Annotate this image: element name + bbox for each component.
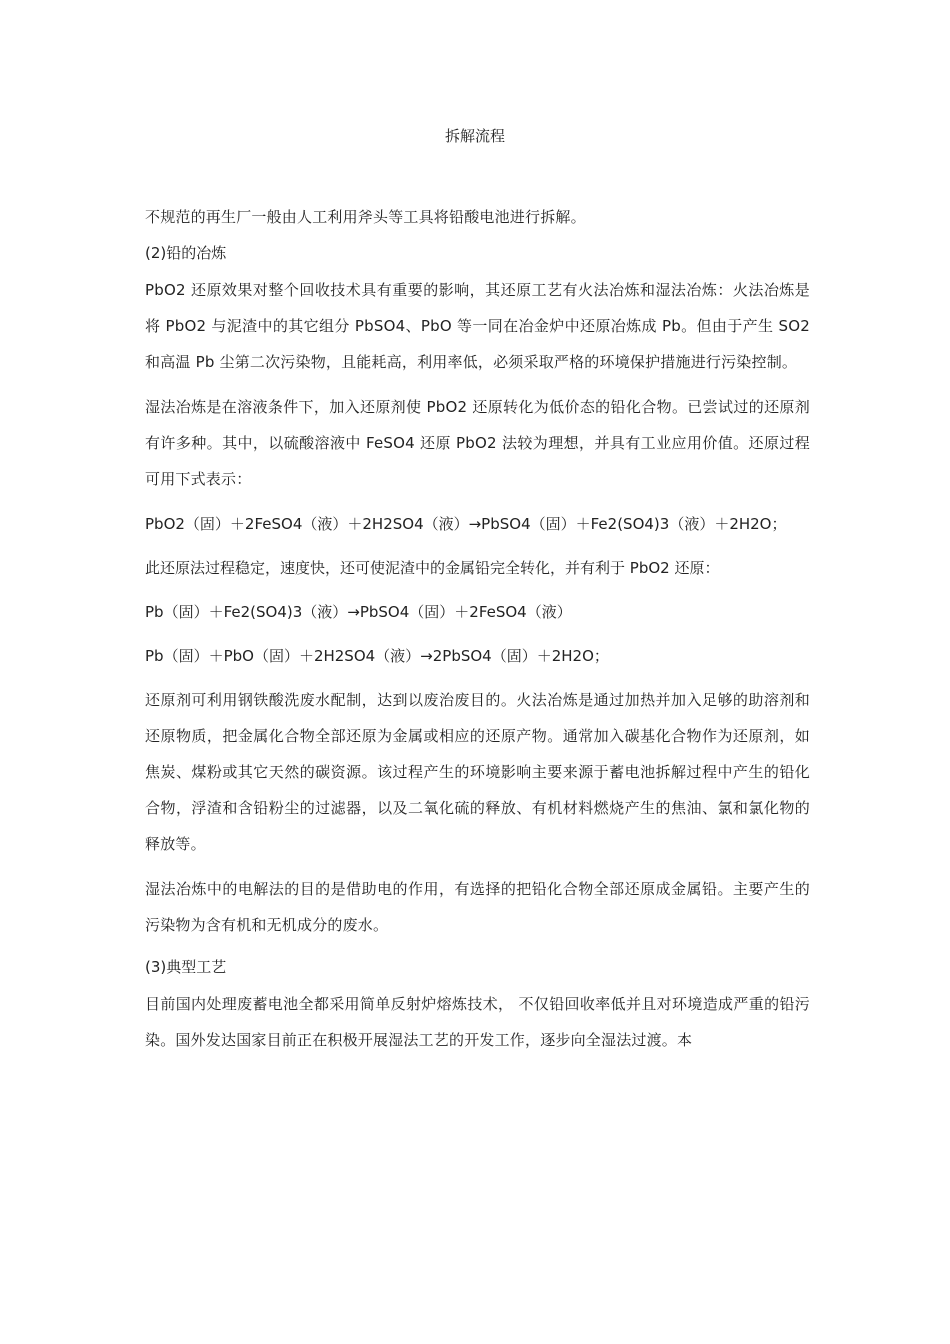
paragraph-pbo2-reduction: PbO2 还原效果对整个回收技术具有重要的影响，其还原工艺有火法冶炼和湿法冶炼：火法冶炼是将 PbO2 与泥渣中的其它组分 PbSO4、PbO 等一同在冶金炉中还原冶炼成 Pb。但由于产生 SO2 和高温 Pb 尘第二次污染物，且能耗高，利用率低，必须采取严格的环境保护措施进行污染控制。: [145, 281, 810, 371]
equation-1: PbO2（固）＋2FeSO4（液）＋2H2SO4（液）→PbSO4（固）＋Fe2(SO4)3（液）＋2H2O；: [145, 515, 787, 533]
section-heading-lead-smelting: (2)铅的冶炼: [145, 244, 227, 262]
document-body: [145, 202, 810, 1067]
equation-2: Pb（固）＋Fe2(SO4)3（液）→PbSO4（固）＋2FeSO4（液）: [145, 603, 572, 621]
section-heading-typical-process: (3)典型工艺: [145, 958, 227, 976]
paragraph-dismantling: 不规范的再生厂一般由人工利用斧头等工具将铅酸电池进行拆解。: [145, 208, 586, 226]
paragraph-electrolysis: 湿法冶炼中的电解法的目的是借助电的作用，有选择的把铅化合物全部还原成金属铅。主要产生的污染物为含有机和无机成分的废水。: [145, 880, 810, 934]
equation-3: Pb（固）＋PbO（固）＋2H2SO4（液）→2PbSO4（固）＋2H2O；: [145, 647, 609, 665]
paragraph-process-stability: 此还原法过程稳定，速度快，还可使泥渣中的金属铅完全转化，并有利于 PbO2 还原：: [145, 559, 720, 577]
image-caption: 拆解流程: [444, 127, 505, 145]
paragraph-domestic-process: 目前国内处理废蓄电池全都采用简单反射炉熔炼技术， 不仅铅回收率低并且对环境造成严重的铅污染。国外发达国家目前正在积极开展湿法工艺的开发工作，逐步向全湿法过渡。本: [145, 995, 810, 1049]
paragraph-wet-smelting: 湿法冶炼是在溶液条件下，加入还原剂使 PbO2 还原转化为低价态的铅化合物。已尝试过的还原剂有许多种。其中，以硫酸溶液中 FeSO4 还原 PbO2 法较为理想，并具有工业应用价值。还原过程可用下式表示：: [145, 398, 810, 488]
paragraph-reducing-agent: 还原剂可利用钢铁酸洗废水配制，达到以废治废目的。火法冶炼是通过加热并加入足够的助溶剂和还原物质，把金属化合物全部还原为金属或相应的还原产物。通常加入碳基化合物作为还原剂，如焦炭、煤粉或其它天然的碳资源。该过程产生的环境影响主要来源于蓄电池拆解过程中产生的铅化合物，浮渣和含铅粉尘的过滤器，以及二氧化硫的释放、有机材料燃烧产生的焦油、氯和氯化物的释放等。: [145, 691, 810, 853]
